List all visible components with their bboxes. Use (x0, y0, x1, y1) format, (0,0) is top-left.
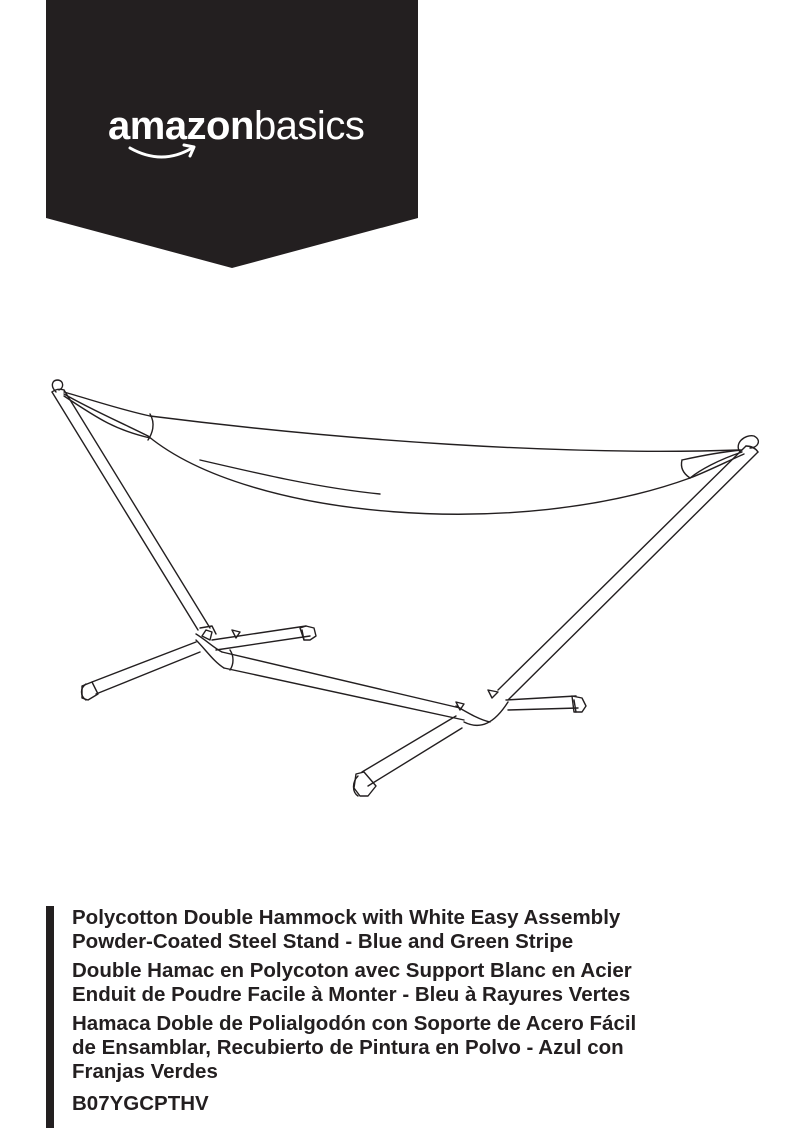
brand-name-light: basics (253, 104, 365, 148)
back-left-foot (212, 626, 316, 650)
product-title-block (46, 906, 786, 1128)
left-arm (52, 389, 210, 630)
front-left-foot (82, 642, 201, 700)
title-accent-bar (46, 906, 54, 1128)
product-title-es: Hamaca Doble de Polialgodón con Soporte de Acero Fácil de Ensamblar, Recubierto de Pintura en Polvo - Azul con Franjas Verdes (72, 1012, 637, 1083)
front-right-foot (354, 716, 463, 796)
brand-banner (0, 0, 808, 270)
brand-name-bold: amazon (108, 104, 254, 148)
product-sku: B07YGCPTHV (72, 1092, 209, 1115)
product-title-en: Polycotton Double Hammock with White Easy Assembly Powder-Coated Steel Stand - Blue and Green Stripe (72, 906, 621, 953)
hammock-stand-illustration (0, 360, 808, 810)
center-beam (222, 650, 464, 720)
product-title-fr: Double Hamac en Polycoton avec Support Blanc en Acier Enduit de Poudre Facile à Monter - Bleu à Rayures Vertes (72, 959, 632, 1006)
right-arm (498, 446, 758, 700)
product-titles (72, 906, 772, 1116)
hammock-bed (64, 392, 744, 514)
back-right-foot (506, 696, 586, 712)
smile-arrow-icon (128, 140, 198, 166)
